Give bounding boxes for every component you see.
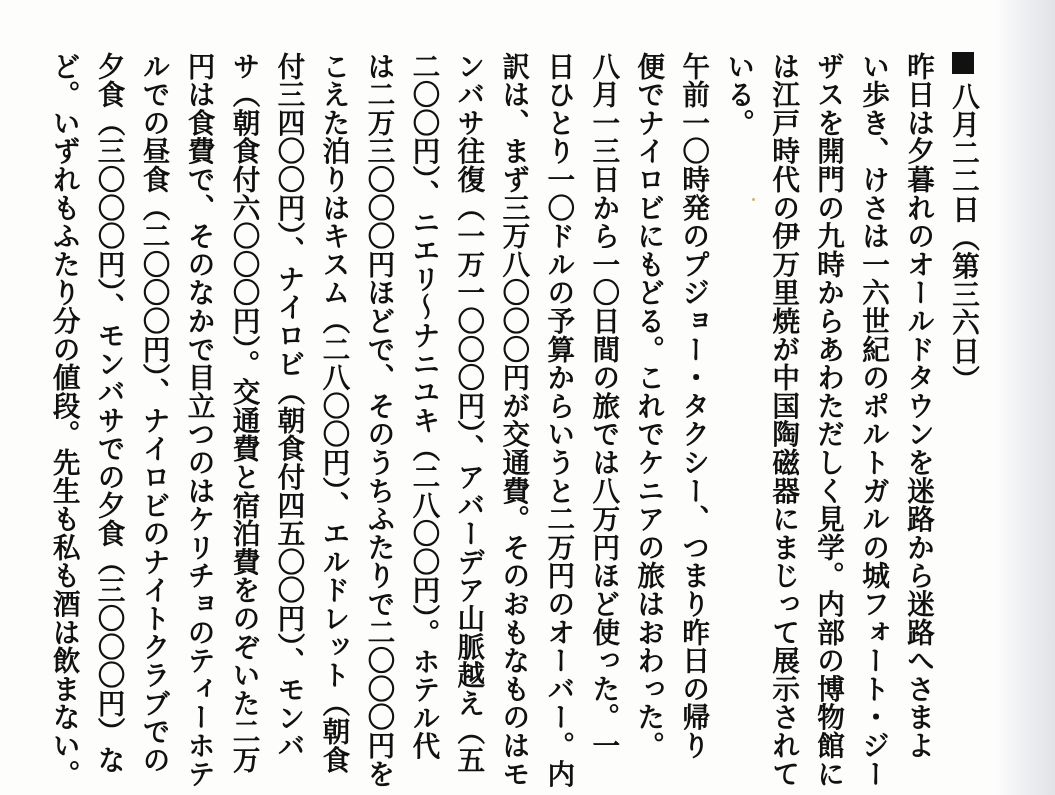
page-bleed-through bbox=[995, 0, 1055, 795]
text-line: 二〇〇円）、ニエリ〜ナニユキ（二八〇〇円）。ホテル代 bbox=[407, 52, 441, 761]
text-line: 日ひとり一〇ドルの予算からいうと二万円のオーバー。内 bbox=[542, 52, 576, 788]
stray-ink-dot bbox=[752, 198, 755, 201]
text-line: ど。いずれもふたり分の値段。先生も私も酒は飲まない。 bbox=[47, 52, 81, 788]
text-line: 訳は、まず三万八〇〇〇円が交通費。そのおもなものはモ bbox=[497, 52, 531, 788]
text-line: ザスを開門の九時からあわただしく見学。内部の博物館に bbox=[812, 52, 846, 788]
black-square-icon bbox=[952, 52, 974, 74]
text-line: サ（朝食付六〇〇〇円）。交通費と宿泊費をのぞいた二万 bbox=[227, 52, 261, 774]
text-line: 昨日は夕暮れのオールドタウンを迷路から迷路へさまよ bbox=[902, 52, 936, 760]
text-line: 便でナイロビにもどる。これでケニアの旅はおわった。 bbox=[632, 52, 666, 760]
text-line: 付三四〇〇円）、ナイロビ（朝食付四五〇〇円）、モンバ bbox=[272, 52, 306, 761]
text-line: こえた泊りはキスム（二八〇〇円）、エルドレット（朝食 bbox=[317, 52, 351, 774]
text-line: は江戸時代の伊万里焼が中国陶磁器にまじって展示されて bbox=[767, 52, 801, 788]
text-line: 夕食（三〇〇〇円）、モンバサでの夕食（三〇〇〇円）な bbox=[92, 52, 126, 774]
text-line: 午前一〇時発のプジョー・タクシー、つまり昨日の帰り bbox=[677, 52, 711, 760]
text-line: 八月一三日から一〇日間の旅では八万円ほど使った。一 bbox=[587, 52, 621, 760]
vertical-text-block bbox=[41, 52, 985, 788]
text-line: い歩き、けさは一六世紀のポルトガルの城フォート・ジー bbox=[857, 52, 891, 788]
text-line: いる。 bbox=[722, 52, 756, 137]
text-line: 円は食費で、そのなかで目立つのはケリチョのティーホテ bbox=[182, 52, 216, 788]
heading-title: 八月二二日（第三六日） bbox=[947, 82, 980, 394]
text-line: ンバサ往復（一万一〇〇〇円）、アバーデア山脈越え（五 bbox=[452, 52, 486, 774]
text-line: は二万三〇〇〇円ほどで、そのうちふたりで二〇〇〇円を bbox=[362, 52, 396, 788]
section-heading bbox=[940, 52, 985, 752]
text-line: ルでの昼食（二〇〇〇円）、ナイロビのナイトクラブでの bbox=[137, 52, 171, 774]
